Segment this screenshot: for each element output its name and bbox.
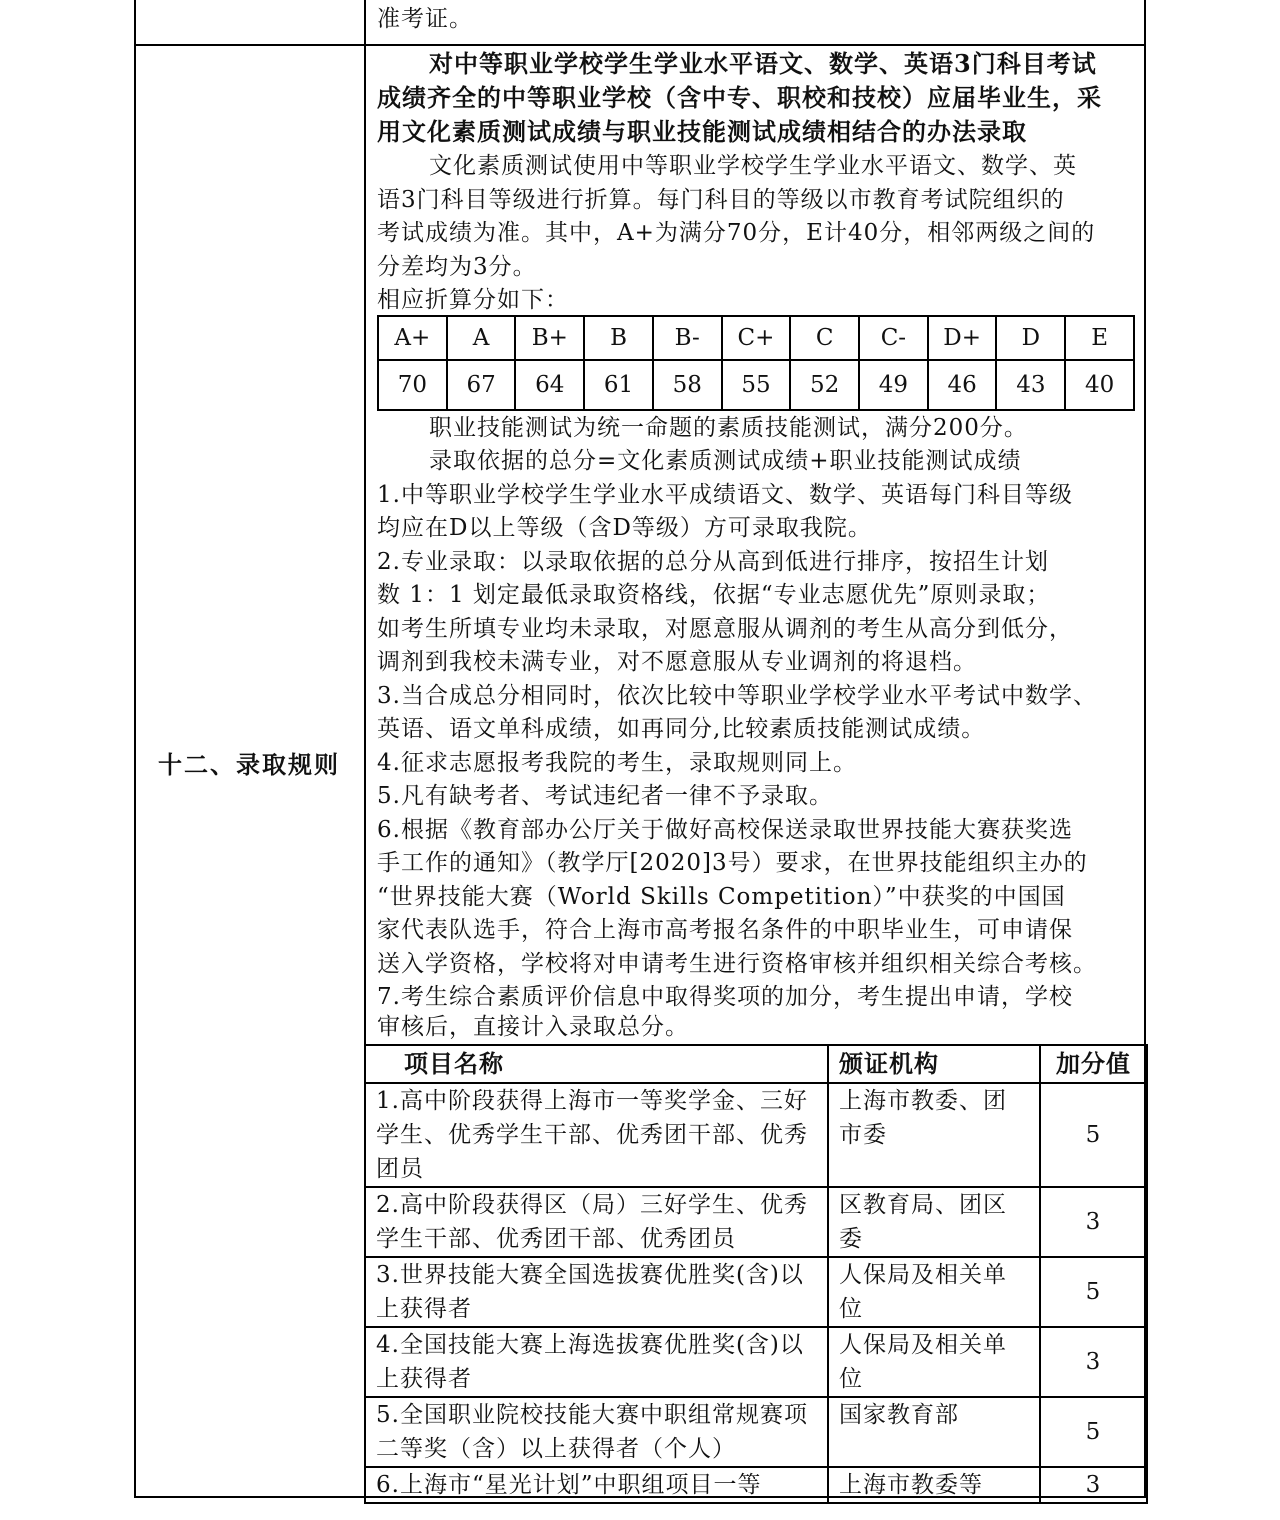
paragraph-line: 1.中等职业学校学生学业水平成绩语文、数学、英语每门科目等级	[377, 482, 1073, 508]
bonus-header-row	[365, 1045, 1147, 1083]
score-row	[378, 360, 1134, 410]
bonus-value: 3	[1040, 1327, 1147, 1397]
bonus-value: 5	[1040, 1257, 1147, 1327]
bonus-item: 3.世界技能大赛全国选拔赛优胜奖(含)以上获得者	[365, 1257, 828, 1327]
heading-line: 用文化素质测试成绩与职业技能测试成绩相结合的办法录取	[377, 117, 1027, 146]
grade-cell: B	[584, 316, 653, 360]
paragraph-line: 数 1：1 划定最低录取资格线，依据“专业志愿优先”原则录取；	[377, 582, 1051, 608]
paragraph-line: 送入学资格，学校将对申请考生进行资格审核并组织相关综合考核。	[377, 951, 1097, 977]
header-issuer: 颁证机构	[828, 1045, 1040, 1083]
bonus-issuer: 上海市教委、团市委	[828, 1083, 1040, 1187]
bonus-issuer: 区教育局、团区委	[828, 1187, 1040, 1257]
table-row	[365, 1327, 1147, 1397]
paragraph-line: 家代表队选手，符合上海市高考报名条件的中职毕业生，可申请保	[377, 917, 1073, 943]
heading-line: 成绩齐全的中等职业学校（含中专、职校和技校）应届毕业生，采	[377, 83, 1102, 112]
paragraph-line: 3.当合成总分相同时，依次比较中等职业学校学业水平考试中数学、	[377, 683, 1097, 709]
score-cell: 67	[447, 360, 516, 410]
table-row	[365, 1083, 1147, 1187]
grade-cell: E	[1065, 316, 1134, 360]
table-row	[365, 1467, 1147, 1503]
paragraph-line: 英语、语文单科成绩，如再同分,比较素质技能测试成绩。	[377, 716, 986, 742]
grade-cell: C+	[722, 316, 791, 360]
bonus-value: 3	[1040, 1187, 1147, 1257]
score-cell: 40	[1065, 360, 1134, 410]
bonus-item: 5.全国职业院校技能大赛中职组常规赛项二等奖（含）以上获得者（个人）	[365, 1397, 828, 1467]
paragraph-line: 如考生所填专业均未录取，对愿意服从调剂的考生从高分到低分，	[377, 616, 1073, 642]
grade-cell: A+	[378, 316, 447, 360]
grade-cell: A	[447, 316, 516, 360]
score-cell: 70	[378, 360, 447, 410]
paragraph-line: 均应在D以上等级（含D等级）方可录取我院。	[377, 515, 872, 541]
header-item-name: 项目名称	[365, 1045, 828, 1083]
bonus-issuer: 人保局及相关单位	[828, 1327, 1040, 1397]
table-row	[365, 1397, 1147, 1467]
paragraph-line: 职业技能测试为统一命题的素质技能测试，满分200分。	[429, 415, 1028, 441]
grade-cell: D+	[928, 316, 997, 360]
score-cell: 43	[996, 360, 1065, 410]
heading-line: 对中等职业学校学生学业水平语文、数学、英语3门科目考试	[429, 49, 1097, 78]
grade-row	[378, 316, 1134, 360]
bonus-item: 4.全国技能大赛上海选拔赛优胜奖(含)以上获得者	[365, 1327, 828, 1397]
score-cell: 61	[584, 360, 653, 410]
paragraph-line: 录取依据的总分=文化素质测试成绩+职业技能测试成绩	[429, 448, 1022, 474]
score-cell: 52	[790, 360, 859, 410]
grade-cell: C	[790, 316, 859, 360]
bonus-item: 2.高中阶段获得区（局）三好学生、优秀学生干部、优秀团干部、优秀团员	[365, 1187, 828, 1257]
bonus-points-table	[364, 1044, 1148, 1504]
table-row	[365, 1257, 1147, 1327]
bonus-item: 6.上海市“星光计划”中职组项目一等	[365, 1467, 828, 1503]
paragraph-line: 审核后，直接计入录取总分。	[377, 1014, 689, 1040]
paragraph-line: 调剂到我校未满专业，对不愿意服从专业调剂的将退档。	[377, 649, 977, 675]
paragraph-line: 考试成绩为准。其中，A+为满分70分，E计40分，相邻两级之间的	[377, 220, 1096, 246]
bonus-value: 5	[1040, 1397, 1147, 1467]
score-cell: 58	[653, 360, 722, 410]
paragraph-line: 2.专业录取：以录取依据的总分从高到低进行排序，按招生计划	[377, 549, 1049, 575]
paragraph-line: 文化素质测试使用中等职业学校学生学业水平语文、数学、英	[429, 153, 1077, 179]
paragraph-line: 4.征求志愿报考我院的考生，录取规则同上。	[377, 750, 857, 776]
paragraph-line: 5.凡有缺考者、考试违纪者一律不予录取。	[377, 783, 833, 809]
score-cell: 46	[928, 360, 997, 410]
bonus-value: 5	[1040, 1083, 1147, 1187]
bonus-issuer: 国家教育部	[828, 1397, 1040, 1467]
paragraph-line: “世界技能大赛（World Skills Competition）”中获奖的中国国	[377, 884, 1066, 910]
paragraph-line: 分差均为3分。	[377, 254, 537, 280]
row-divider	[134, 44, 1146, 46]
bonus-value: 3	[1040, 1467, 1147, 1503]
paragraph-line: 相应折算分如下：	[377, 287, 569, 313]
paragraph-line: 7.考生综合素质评价信息中取得奖项的加分，考生提出申请，学校	[377, 984, 1073, 1010]
score-cell: 49	[859, 360, 928, 410]
bonus-issuer: 人保局及相关单位	[828, 1257, 1040, 1327]
grade-cell: B-	[653, 316, 722, 360]
bonus-issuer: 上海市教委等	[828, 1467, 1040, 1503]
paragraph-line: 语3门科目等级进行折算。每门科目的等级以市教育考试院组织的	[377, 187, 1065, 213]
table-row	[365, 1187, 1147, 1257]
header-bonus-value: 加分值	[1040, 1045, 1147, 1083]
grade-cell: C-	[859, 316, 928, 360]
score-cell: 64	[515, 360, 584, 410]
grade-cell: D	[996, 316, 1065, 360]
bonus-item: 1.高中阶段获得上海市一等奖学金、三好学生、优秀学生干部、优秀团干部、优秀团员	[365, 1083, 828, 1187]
paragraph-line: 6.根据《教育部办公厅关于做好高校保送录取世界技能大赛获奖选	[377, 817, 1073, 843]
top-fragment: 准考证。	[377, 6, 473, 32]
grade-conversion-table	[377, 315, 1135, 411]
section-label: 十二、录取规则	[158, 750, 340, 779]
score-cell: 55	[722, 360, 791, 410]
paragraph-line: 手工作的通知》（教学厅[2020]3号）要求，在世界技能组织主办的	[377, 850, 1088, 876]
grade-cell: B+	[515, 316, 584, 360]
